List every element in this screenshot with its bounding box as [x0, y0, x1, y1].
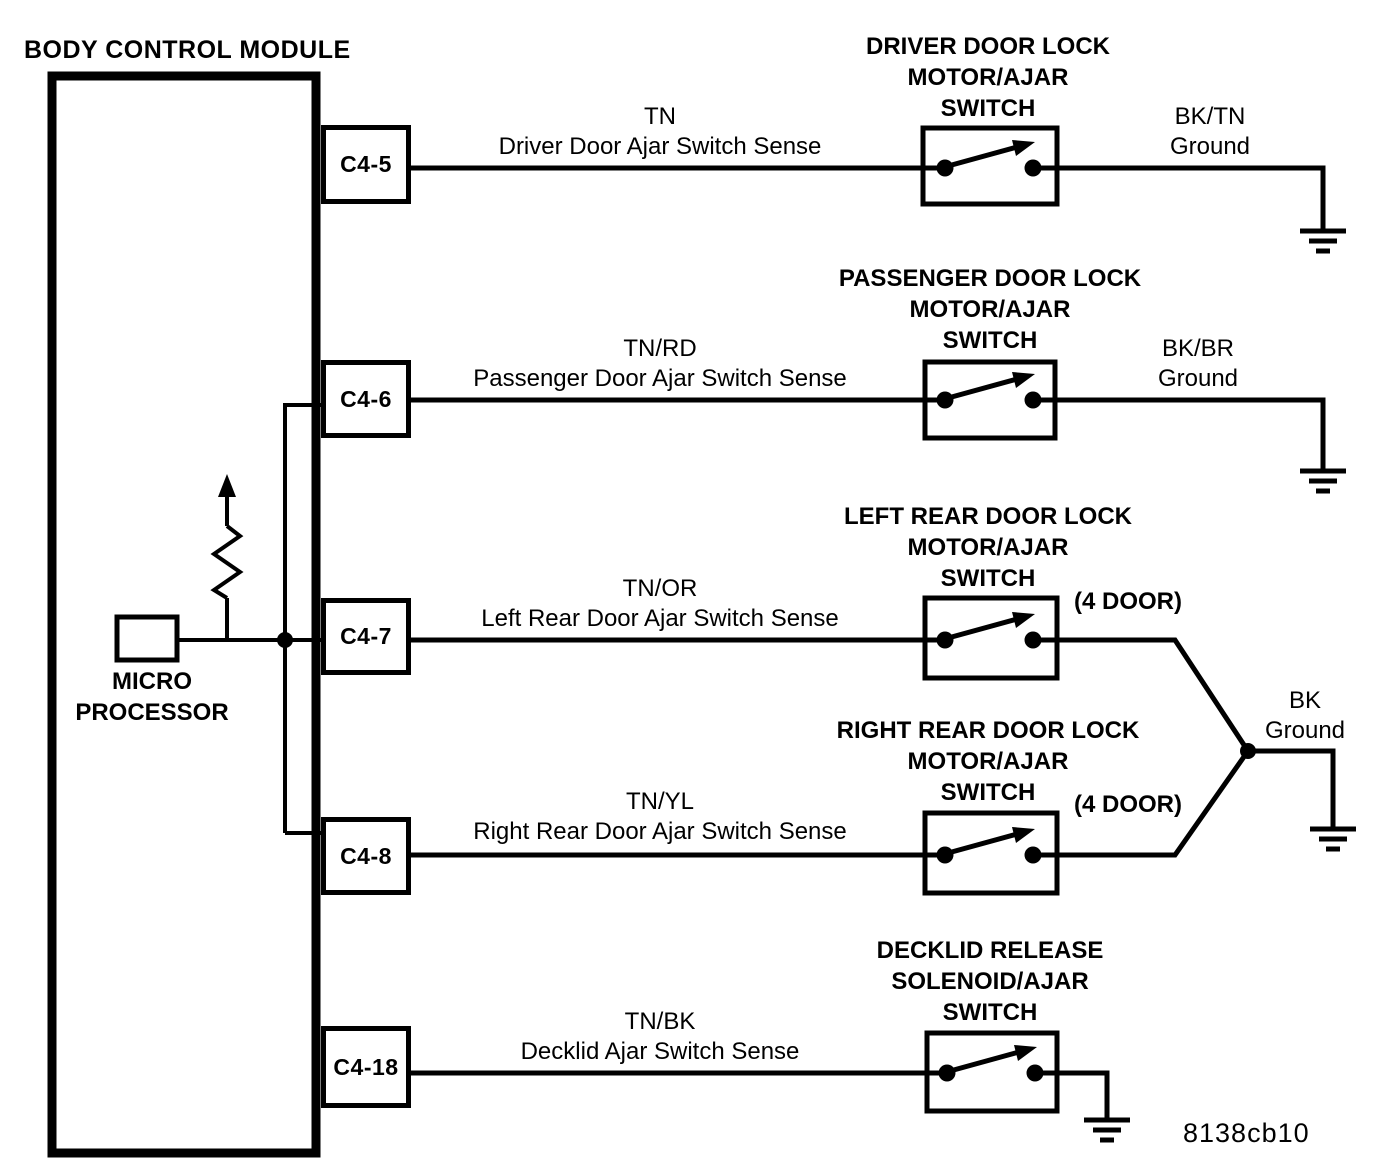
wire-name-c4-8: Right Rear Door Ajar Switch Sense [473, 818, 847, 845]
rear-ground-junction-dot [1240, 743, 1256, 759]
decklid-ground-icon [1084, 1120, 1130, 1140]
wire-color-c4-18: TN/BK [624, 1008, 696, 1035]
right-rear-switch-header-line1: RIGHT REAR DOOR LOCK [836, 717, 1140, 744]
ground-word-shared: Ground [1264, 717, 1346, 744]
left-rear-switch-header-line1: LEFT REAR DOOR LOCK [844, 503, 1132, 530]
wire-name-c4-6: Passenger Door Ajar Switch Sense [473, 365, 847, 392]
left-rear-switch-header-line2: MOTOR/AJAR [907, 534, 1069, 561]
ground-color-passenger: BK/BR [1161, 335, 1235, 362]
variant-note-right-rear: (4 DOOR) [1074, 791, 1182, 818]
passenger-switch-header-line1: PASSENGER DOOR LOCK [838, 265, 1142, 292]
right-rear-switch-header-line2: MOTOR/AJAR [907, 748, 1069, 775]
passenger-ground-icon [1300, 471, 1346, 491]
right-rear-switch-header-line3: SWITCH [940, 779, 1036, 806]
shared-ground-icon [1310, 829, 1356, 849]
wire-color-c4-8: TN/YL [625, 788, 695, 815]
wire-name-c4-18: Decklid Ajar Switch Sense [520, 1038, 800, 1065]
wire-color-c4-7: TN/OR [622, 575, 698, 602]
driver-ground-icon [1300, 231, 1346, 251]
pullup-resistor-icon [214, 526, 240, 598]
wire-passenger-switch-to-ground [1033, 400, 1323, 470]
ground-color-driver: BK/TN [1174, 103, 1246, 130]
pin-c4-8: C4-8 [321, 817, 411, 895]
pin-c4-6: C4-6 [321, 360, 411, 438]
passenger-switch-header-line2: MOTOR/AJAR [909, 296, 1071, 323]
decklid-switch-header [877, 935, 1104, 1028]
left-rear-switch-header-line3: SWITCH [940, 565, 1036, 592]
passenger-switch-header [839, 263, 1141, 356]
pullup-arrow-icon [218, 474, 236, 497]
wire-name-c4-7: Left Rear Door Ajar Switch Sense [481, 605, 839, 632]
wire-color-c4-6: TN/RD [623, 335, 697, 362]
pin-c4-18: C4-18 [321, 1026, 411, 1108]
ground-color-shared: BK [1288, 687, 1322, 714]
figure-id: 8138cb10 [1183, 1118, 1310, 1148]
microprocessor-box [117, 617, 177, 660]
passenger-switch-header-line3: SWITCH [942, 327, 1038, 354]
bcm-outline-box [52, 76, 316, 1153]
microprocessor-label [75, 666, 228, 728]
wire-color-c4-5: TN [644, 103, 676, 130]
pin-c4-5: C4-5 [321, 125, 411, 204]
decklid-switch-header-line1: DECKLID RELEASE [876, 937, 1104, 964]
microprocessor-label-line2: PROCESSOR [75, 699, 229, 726]
decklid-switch-header-line2: SOLENOID/AJAR [891, 968, 1089, 995]
microprocessor-label-line1: MICRO [112, 668, 192, 695]
wire-driver-switch-to-ground [1033, 168, 1323, 230]
driver-switch-header-line1: DRIVER DOOR LOCK [865, 33, 1111, 60]
wire-junction-to-shared-ground [1248, 751, 1333, 828]
diagram-title: BODY CONTROL MODULE [24, 36, 351, 64]
pin-c4-7: C4-7 [321, 598, 411, 675]
ground-word-passenger: Ground [1157, 365, 1239, 392]
driver-switch-header-line3: SWITCH [940, 95, 1036, 122]
wire-name-c4-5: Driver Door Ajar Switch Sense [498, 133, 822, 160]
decklid-switch-header-line3: SWITCH [942, 999, 1038, 1026]
driver-switch-header [866, 31, 1110, 124]
driver-switch-header-line2: MOTOR/AJAR [907, 64, 1069, 91]
left-rear-switch-header [844, 501, 1132, 594]
variant-note-left-rear: (4 DOOR) [1074, 588, 1182, 615]
internal-junction-dot [277, 632, 293, 648]
ground-word-driver: Ground [1169, 133, 1251, 160]
